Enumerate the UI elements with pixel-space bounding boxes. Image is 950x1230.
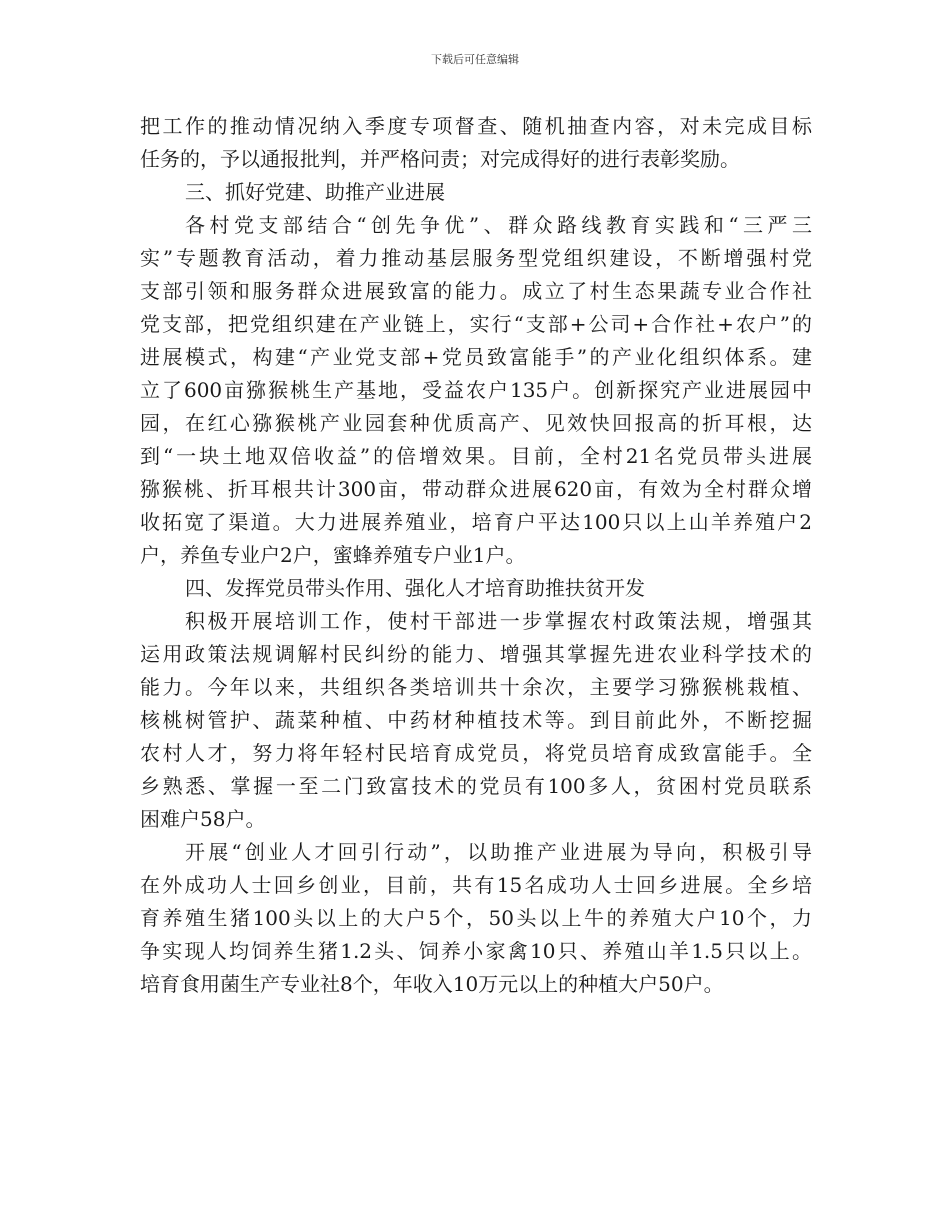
text-line: 培育食用菌生产专业社8个，年收入10万元以上的种植大户50户。: [140, 972, 724, 996]
text-line: 积极开展培训工作，使村干部进一步掌握农村政策法规，增强其: [185, 609, 812, 633]
text-line: 收拓宽了渠道。大力进展养殖业，培育户平达100只以上山羊养殖户2: [140, 510, 812, 534]
page-header: 下载后可任意编辑: [431, 53, 519, 66]
text-line: 开展“创业人才回引行动”，以助推产业进展为导向，积极引导: [185, 840, 812, 864]
document-body: [140, 110, 812, 1001]
text-line: 三、抓好党建、助推产业进展: [185, 180, 445, 204]
text-line: 任务的，予以通报批判，并严格问责；对完成得好的进行表彰奖励。: [140, 147, 740, 171]
text-line: 猕猴桃、折耳根共计300亩，带动群众进展620亩，有效为全村群众增: [140, 477, 812, 501]
text-line: 党支部，把党组织建在产业链上，实行“支部+公司+合作社+农户”的: [140, 312, 812, 336]
text-line: 进展模式，构建“产业党支部+党员致富能手”的产业化组织体系。建: [140, 345, 812, 369]
text-line: 运用政策法规调解村民纠纷的能力、增强其掌握先进农业科学技术的: [140, 642, 812, 666]
text-line: 争实现人均饲养生猪1.2头、饲养小家禽10只、养殖山羊1.5只以上。: [140, 939, 812, 963]
text-line: 在外成功人士回乡创业，目前，共有15名成功人士回乡进展。全乡培: [140, 873, 812, 897]
text-line: 立了600亩猕猴桃生产基地，受益农户135户。创新探究产业进展园中: [140, 378, 812, 402]
text-line: 实”专题教育活动，着力推动基层服务型党组织建设，不断增强村党: [140, 246, 812, 270]
text-line: 各村党支部结合“创先争优”、群众路线教育实践和“三严三: [185, 213, 812, 237]
text-line: 四、发挥党员带头作用、强化人才培育助推扶贫开发: [185, 576, 645, 600]
text-line: 户，养鱼专业户2户，蜜蜂养殖专户业1户。: [140, 543, 526, 567]
text-line: 农村人才，努力将年轻村民培育成党员，将党员培育成致富能手。全: [140, 741, 812, 765]
text-line: 把工作的推动情况纳入季度专项督查、随机抽查内容，对未完成目标: [140, 114, 812, 138]
text-line: 困难户58户。: [140, 807, 266, 831]
text-line: 育养殖生猪100头以上的大户5个，50头以上牛的养殖大户10个，力: [140, 906, 812, 930]
text-line: 支部引领和服务群众进展致富的能力。成立了村生态果蔬专业合作社: [140, 279, 812, 303]
text-line: 到“一块土地双倍收益”的倍增效果。目前，全村21名党员带头进展: [140, 444, 812, 468]
text-line: 核桃树管护、蔬菜种植、中药材种植技术等。到目前此外，不断挖掘: [140, 708, 812, 732]
text-line: 乡熟悉、掌握一至二门致富技术的党员有100多人，贫困村党员联系: [140, 774, 812, 798]
text-line: 园，在红心猕猴桃产业园套种优质高产、见效快回报高的折耳根，达: [140, 411, 812, 435]
text-line: 能力。今年以来，共组织各类培训共十余次，主要学习猕猴桃栽植、: [140, 675, 812, 699]
